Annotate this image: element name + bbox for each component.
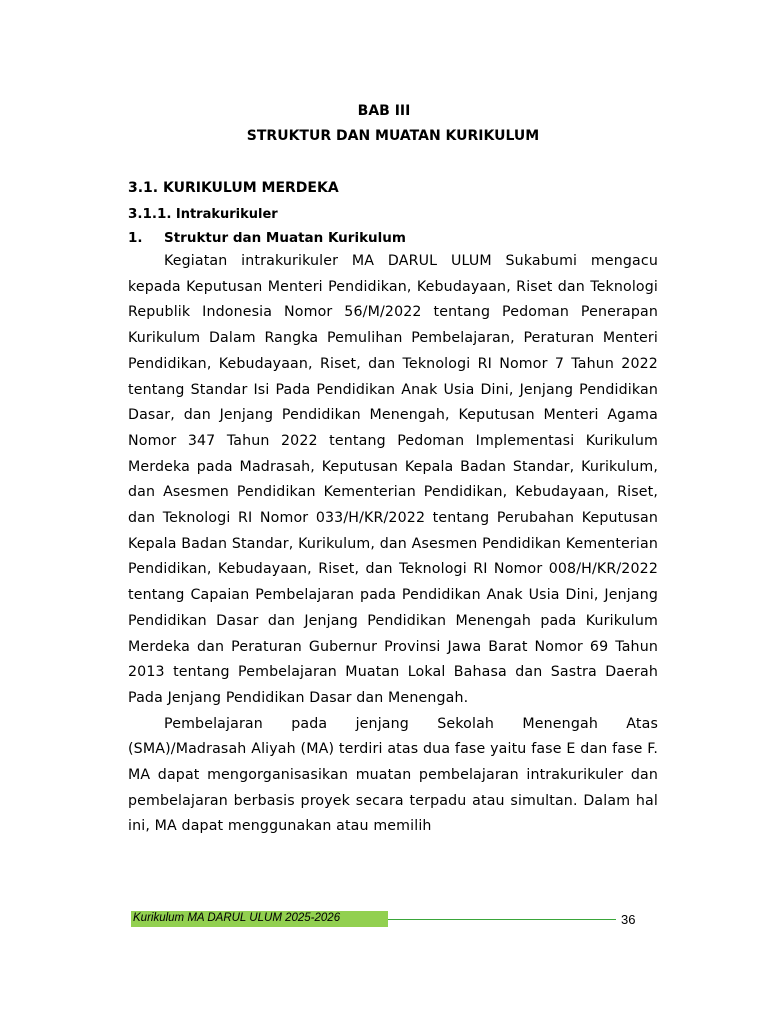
paragraph-1: Kegiatan intrakurikuler MA DARUL ULUM Sukabumi mengacu kepada Keputusan Menteri Pendidikan, Kebudayaan, Riset dan Teknologi Republik Indonesia Nomor 56/M/2022 tentang Pedoman Penerapan Kurikulum Dalam Rangka Pemulihan Pembelajaran, Peraturan Menteri Pendidikan, Kebudayaan, Riset, dan Teknologi RI Nomor 7 Tahun 2022 tentang Standar Isi Pada Pendidikan Anak Usia Dini, Jenjang Pendidikan Dasar, dan Jenjang Pendidikan Menengah, Keputusan Menteri Agama Nomor 347 Tahun 2022 tentang Pedoman Implementasi Kurikulum Merdeka pada Madrasah, Keputusan Kepala Badan Standar, Kurikulum, dan Asesmen Pendidikan Kementerian Pendidikan, Kebudayaan, Riset, dan Teknologi RI Nomor 033/H/KR/2022 tentang Perubahan Keputusan Kepala Badan Standar, Kurikulum, dan Asesmen Pendidikan Kementerian Pendidikan, Kebudayaan, Riset, dan Teknologi RI Nomor 008/H/KR/2022 tentang Capaian Pembelajaran pada Pendidikan Anak Usia Dini, Jenjang Pendidikan Dasar dan Jenjang Pendidikan Menengah pada Kurikulum Merdeka dan Peraturan Gubernur Provinsi Jawa Barat Nomor 69 Tahun 2013 tentang Pembelajaran Muatan Lokal Bahasa dan Sastra Daerah Pada Jenjang Pendidikan Dasar dan Menengah.: [128, 253, 658, 706]
chapter-title: STRUKTUR DAN MUATAN KURIKULUM: [246, 128, 540, 144]
section-heading: 3.1. KURIKULUM MERDEKA: [128, 180, 339, 196]
item-number: 1.: [128, 230, 143, 246]
body-text: [128, 249, 658, 840]
subsection-heading: [128, 205, 278, 224]
paragraph-2: Pembelajaran pada jenjang Sekolah Menengah Atas (SMA)/Madrasah Aliyah (MA) terdiri atas dua fase yaitu fase E dan fase F. MA dapat mengorganisasikan muatan pembelajaran intrakurikuler dan pembelajaran berbasis proyek secara terpadu atau simultan. Dalam hal ini, MA dapat menggunakan atau memilih: [128, 715, 658, 835]
footer-rule: [388, 919, 616, 920]
item-heading: [128, 229, 406, 247]
subsection-title: Intrakurikuler: [175, 207, 278, 222]
page-number: 36: [621, 912, 636, 927]
footer-label: Kurikulum MA DARUL ULUM 2025-2026: [133, 912, 341, 924]
chapter-number: BAB III: [357, 103, 411, 119]
subsection-number: 3.1.1.: [128, 206, 172, 222]
item-title: Struktur dan Muatan Kurikulum: [164, 230, 406, 246]
